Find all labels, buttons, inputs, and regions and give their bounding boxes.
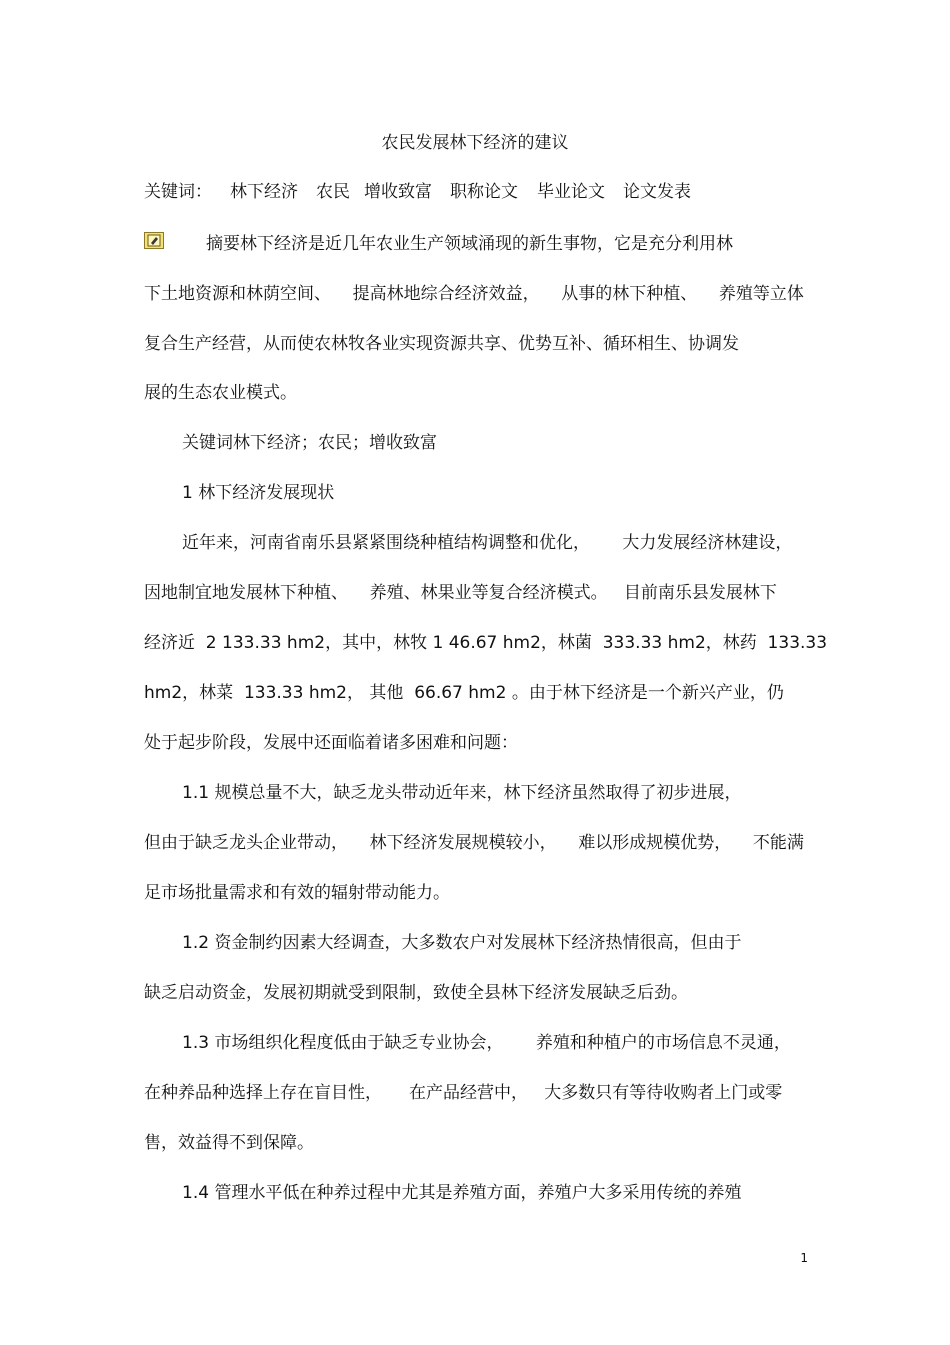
keyword-item: 增收致富 xyxy=(364,182,432,202)
keyword-item: 职称论文 xyxy=(450,182,518,202)
keyword-item: 农民 xyxy=(316,182,350,202)
keywords-label: 关键词： xyxy=(144,182,212,202)
abstract-line: 复合生产经营，从而使农林牧各业实现资源共享、优势互补、循环相生、协调发 xyxy=(144,334,739,354)
edit-note-icon xyxy=(144,232,164,249)
keyword-item: 毕业论文 xyxy=(537,182,605,202)
keywords-paragraph: 关键词林下经济；农民；增收致富 xyxy=(182,433,437,453)
body-line: hm2，林菜 133.33 hm2， 其他 66.67 hm2 。由于林下经济是一个新兴产业，仍 xyxy=(144,683,784,703)
body-line: 缺乏启动资金，发展初期就受到限制，致使全县林下经济发展缺乏后劲。 xyxy=(144,983,688,1003)
body-line: 售，效益得不到保障。 xyxy=(144,1133,314,1153)
keyword-item: 论文发表 xyxy=(623,182,691,202)
body-line: 因地制宜地发展林下种植、 养殖、林果业等复合经济模式。 目前南乐县发展林下 xyxy=(144,583,777,603)
body-line: 1.2 资金制约因素大经调查，大多数农户对发展林下经济热情很高，但由于 xyxy=(182,933,742,953)
document-title: 农民发展林下经济的建议 xyxy=(381,133,569,153)
body-line: 处于起步阶段，发展中还面临着诸多困难和问题： xyxy=(144,733,518,753)
abstract-line: 下土地资源和林荫空间、 提高林地综合经济效益， 从事的林下种植、 养殖等立体 xyxy=(144,284,804,304)
section-heading: 1 林下经济发展现状 xyxy=(182,483,335,503)
abstract-line: 展的生态农业模式。 xyxy=(144,383,297,403)
keyword-item: 林下经济 xyxy=(230,182,298,202)
body-line: 1.4 管理水平低在种养过程中尤其是养殖方面，养殖户大多采用传统的养殖 xyxy=(182,1183,742,1203)
body-line: 1.1 规模总量不大，缺乏龙头带动近年来，林下经济虽然取得了初步进展， xyxy=(182,783,742,803)
body-line: 近年来，河南省南乐县紧紧围绕种植结构调整和优化， 大力发展经济林建设， xyxy=(182,533,793,553)
body-line: 1.3 市场组织化程度低由于缺乏专业协会， 养殖和种植户的市场信息不灵通， xyxy=(182,1033,791,1053)
body-line: 但由于缺乏龙头企业带动， 林下经济发展规模较小， 难以形成规模优势， 不能满 xyxy=(144,833,804,853)
body-line: 在种养品种选择上存在盲目性， 在产品经营中， 大多数只有等待收购者上门或零 xyxy=(144,1083,783,1103)
abstract-line: 摘要林下经济是近几年农业生产领域涌现的新生事物，它是充分利用林 xyxy=(206,234,733,254)
body-line: 经济近 2 133.33 hm2，其中，林牧 1 46.67 hm2，林菌 333.33 hm2，林药 133.33 xyxy=(144,633,828,653)
body-line: 足市场批量需求和有效的辐射带动能力。 xyxy=(144,883,450,903)
page-number: 1 xyxy=(800,1251,808,1265)
